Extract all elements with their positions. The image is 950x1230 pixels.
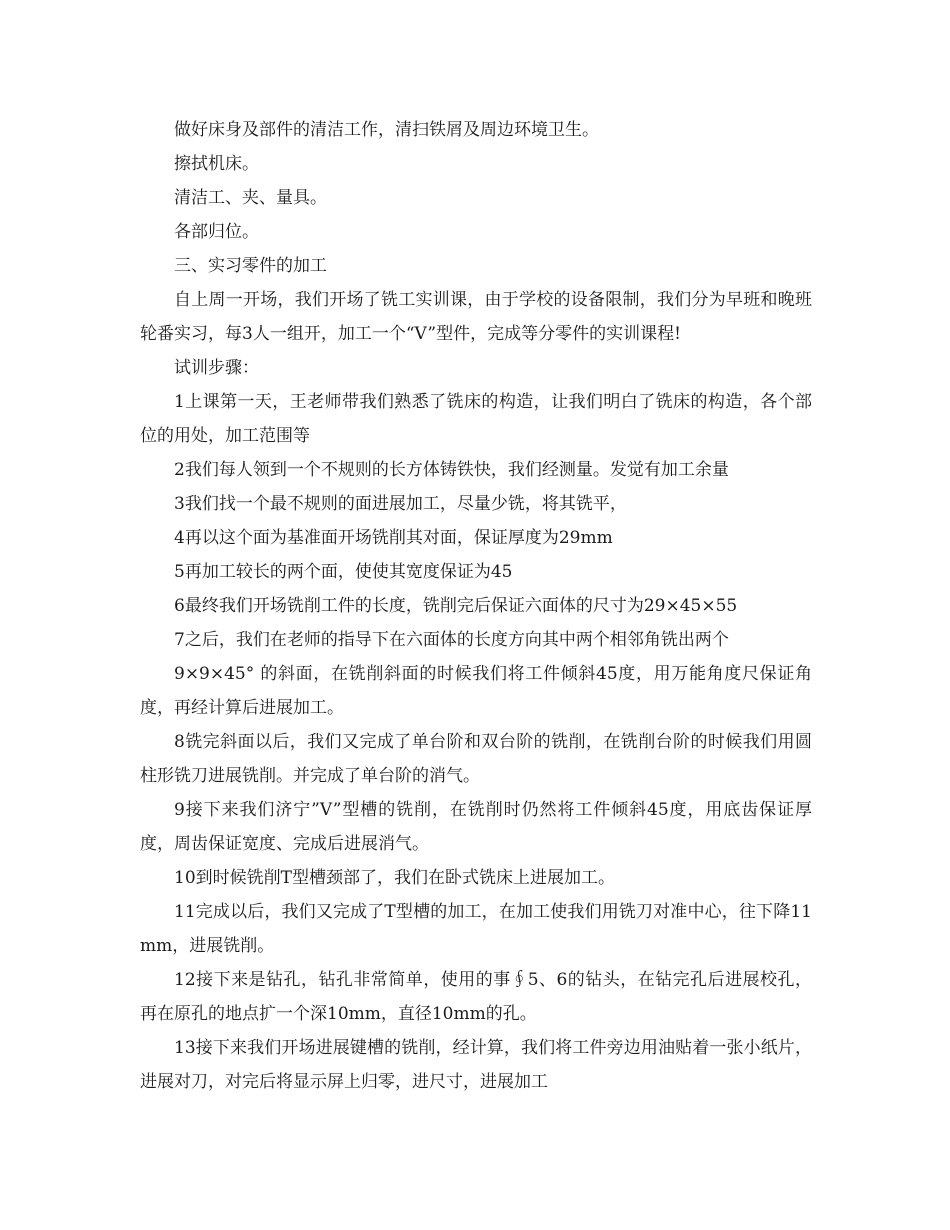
paragraph-step-6: 6最终我们开场铣削工件的长度，铣削完后保证六面体的尺寸为29×45×55 <box>174 596 738 616</box>
paragraph-step-10: 10到时候铣削T型槽颈部了，我们在卧式铣床上进展加工。 <box>174 868 615 888</box>
paragraph-step-13: 13接下来我们开场进展键槽的铣削，经计算，我们将工件旁边用油贴着一张小纸片，进展对刀，对完后将显示屏上归零，进尺寸，进展加工 <box>140 1038 812 1092</box>
paragraph-step-9: 9接下来我们济宁”V”型槽的铣削，在铣削时仍然将工件倾斜45度，用底齿保证厚度，周齿保证宽度、完成后进展消气。 <box>140 800 812 854</box>
paragraph-return-parts: 各部归位。 <box>174 222 259 242</box>
paragraph-step-5: 5再加工较长的两个面，使使其宽度保证为45 <box>174 562 513 582</box>
paragraph-clean-tools: 清洁工、夹、量具。 <box>174 188 327 208</box>
paragraph-steps-label: 试训步骤： <box>174 358 259 378</box>
paragraph-intro: 自上周一开场，我们开场了铣工实训课，由于学校的设备限制，我们分为早班和晚班轮番实习，每3人一组开，加工一个“V”型件，完成等分零件的实训课程! <box>140 290 812 344</box>
paragraph-step-2: 2我们每人领到一个不规则的长方体铸铁快，我们经测量。发觉有加工余量 <box>174 460 729 480</box>
paragraph-step-11: 11完成以后，我们又完成了T型槽的加工，在加工使我们用铣刀对准中心，往下降11mm，进展铣削。 <box>140 902 812 956</box>
paragraph-step-12: 12接下来是钻孔，钻孔非常简单，使用的事∮5、6的钻头，在钻完孔后进展校孔，再在原孔的地点扩一个深10mm，直径10mm的孔。 <box>140 970 812 1024</box>
paragraph-wipe-machine: 擦拭机床。 <box>174 154 259 174</box>
document-body <box>140 113 812 1099</box>
paragraph-step-7: 7之后，我们在老师的指导下在六面体的长度方向其中两个相邻角铣出两个 <box>174 630 729 650</box>
paragraph-step-4: 4再以这个面为基准面开场铣削其对面，保证厚度为29mm <box>174 528 613 548</box>
paragraph-step-1: 1上课第一天，王老师带我们熟悉了铣床的构造，让我们明白了铣床的构造，各个部位的用处，加工范围等 <box>140 392 812 446</box>
section-heading: 三、实习零件的加工 <box>174 256 327 276</box>
paragraph-step-3: 3我们找一个最不规则的面进展加工，尽量少铣，将其铣平， <box>174 494 627 514</box>
paragraph-step-8: 8铣完斜面以后，我们又完成了单台阶和双台阶的铣削，在铣削台阶的时候我们用圆柱形铣刀进展铣削。并完成了单台阶的消气。 <box>140 732 812 786</box>
paragraph-step-7-continued: 9×9×45° 的斜面，在铣削斜面的时候我们将工件倾斜45度，用万能角度尺保证角度，再经计算后进展加工。 <box>140 664 812 718</box>
paragraph-cleaning: 做好床身及部件的清洁工作，清扫铁屑及周边环境卫生。 <box>174 120 599 140</box>
